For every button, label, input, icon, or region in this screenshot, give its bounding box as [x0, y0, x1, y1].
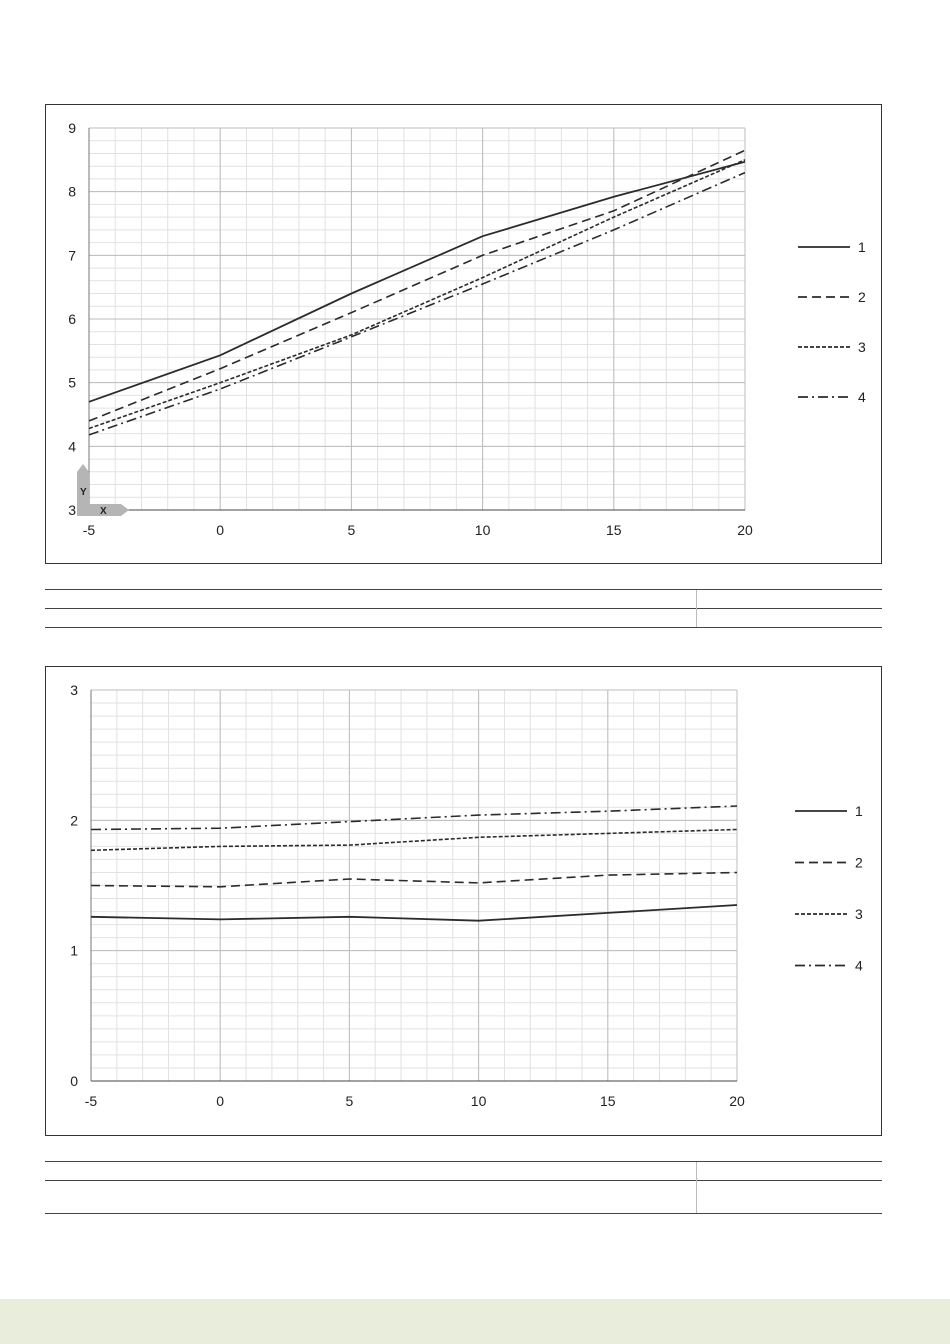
table-rule — [45, 608, 882, 609]
table-column-divider — [696, 1162, 697, 1213]
chart-2-x-tick-label: -5 — [84, 1093, 98, 1109]
chart-1-x-tick-label: -5 — [82, 522, 96, 538]
chart-2-series-4-line — [91, 806, 737, 830]
chart-2-x-tick-label: 20 — [729, 1093, 745, 1109]
chart-2-svg — [46, 667, 881, 1135]
chart-2-x-tick-label: 15 — [600, 1093, 616, 1109]
chart-1-x-tick-label: 10 — [474, 522, 491, 538]
chart-2-legend-label-4: 4 — [855, 957, 863, 974]
chart-2-legend-label-3: 3 — [855, 906, 863, 922]
chart-2-x-tick-label: 10 — [470, 1093, 487, 1109]
table-rule — [45, 627, 882, 628]
footer-band — [0, 1299, 950, 1344]
chart-1-series-2-line — [89, 150, 745, 421]
chart-1-legend-label-1: 1 — [858, 239, 866, 255]
table-rule — [45, 1180, 882, 1181]
table-column-divider — [696, 590, 697, 627]
chart-2-grid — [91, 690, 737, 1081]
chart-2-x-tick-label: 5 — [345, 1093, 354, 1109]
chart-2-legend-label-2: 2 — [855, 854, 863, 871]
chart-2-x-tick-label: 0 — [216, 1093, 225, 1109]
chart-1-axis-icon-x-label: X — [100, 506, 107, 517]
chart-1-series-1-line — [89, 162, 745, 402]
chart-1-frame — [45, 104, 882, 564]
chart-2-series-3-line — [91, 830, 737, 851]
chart-1-legend-label-4: 4 — [858, 389, 866, 405]
chart-2-y-tick-label: 2 — [70, 812, 78, 829]
chart-1-y-tick-label: 3 — [68, 502, 76, 518]
chart-2-y-tick-label: 1 — [70, 942, 78, 959]
chart-1-x-tick-label: 0 — [216, 522, 225, 538]
chart-1-y-tick-label: 8 — [68, 183, 76, 200]
chart-2-y-tick-label: 3 — [70, 682, 78, 698]
chart-2-legend-label-1: 1 — [855, 803, 863, 819]
chart-1-x-tick-label: 5 — [347, 522, 356, 538]
table-rule — [45, 589, 882, 590]
chart-1-y-tick-label: 7 — [68, 247, 76, 264]
chart-1-svg — [46, 105, 881, 563]
chart-1-legend-label-3: 3 — [858, 339, 866, 355]
chart-1-axis-icon-y-label: Y — [80, 487, 87, 498]
chart-1-x-tick-label: 15 — [606, 522, 622, 538]
chart-1-series-3-line — [89, 160, 745, 429]
table-rule — [45, 1161, 882, 1162]
chart-1-y-tick-label: 9 — [68, 120, 76, 136]
chart-1-y-tick-label: 5 — [68, 374, 76, 391]
chart-1-x-tick-label: 20 — [737, 522, 753, 538]
chart-2-series-1-line — [91, 905, 737, 921]
chart-1-legend-label-2: 2 — [858, 289, 866, 305]
chart-2-y-tick-label: 0 — [70, 1073, 78, 1089]
chart-1-y-tick-label: 4 — [68, 438, 76, 455]
chart-2-series-2-line — [91, 873, 737, 887]
chart-2-frame — [45, 666, 882, 1136]
table-rule — [45, 1213, 882, 1214]
chart-1-grid — [89, 128, 745, 510]
chart-1-y-tick-label: 6 — [68, 311, 76, 327]
